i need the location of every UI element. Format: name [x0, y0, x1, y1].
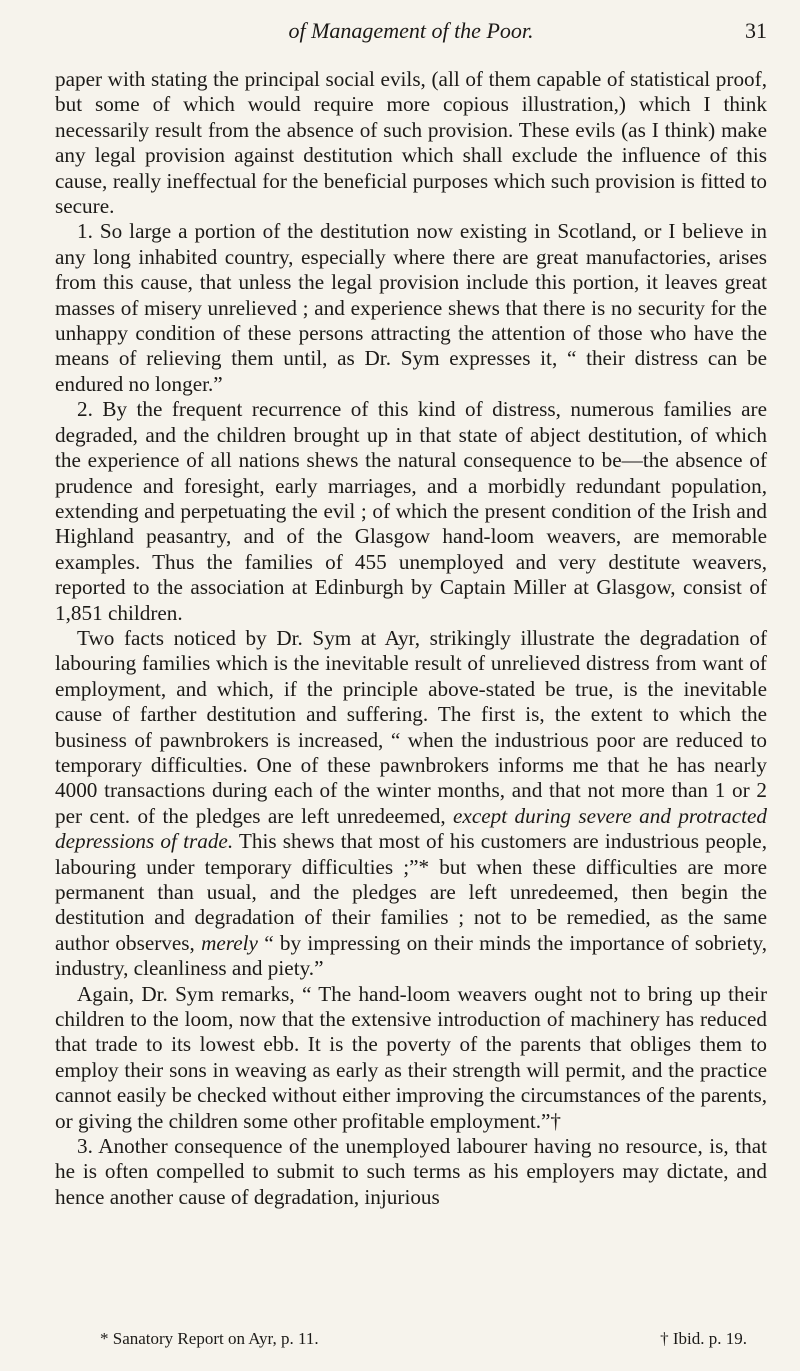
page-number: 31 [745, 18, 767, 43]
paragraph-intro: paper with stating the principal social evils, (all of them capable of statistical proof, but some of which would require more copious illustration,) which I think necessarily result from the absence of such provision. These evils (as I think) make any legal provision against destitution which shall exclude the influence of this cause, really ineffectual for the beneficial purposes which such provision is fitted to secure. [55, 67, 767, 219]
page-header [55, 10, 767, 52]
ayr-facts-text-3: “ by impressing on their minds the importance of sobriety, industry, cleanliness and piety.” [55, 930, 768, 981]
ayr-facts-text-2: This shews that most of his customers are industrious people, labouring under temporary difficulties ;”* but when these difficulties are more permanent than usual, and the pledges are left unredeemed, then begin the destitution and degradation of their families ; not to be remedied, as the same author observes, [55, 829, 768, 955]
footnote-left: * Sanatory Report on Ayr, p. 11. [100, 1329, 319, 1348]
footnotes [55, 1328, 767, 1350]
body-text [55, 67, 767, 1210]
paragraph-ayr-facts [55, 626, 767, 982]
paragraph-point-3: 3. Another consequence of the unemployed labourer having no resource, is, that he is often compelled to submit to such terms as his employers may dictate, and hence another cause of degradation, injurious [55, 1134, 767, 1209]
ayr-facts-italic-2: merely [201, 930, 258, 955]
paragraph-handloom: Again, Dr. Sym remarks, “ The hand-loom weavers ought not to bring up their children to the loom, now that the extensive introduction of machinery has reduced that trade to its lowest ebb. It is the poverty of the parents that obliges them to employ their sons in weaving as early as their strength will permit, and the practice cannot easily be checked without either improving the circumstances of the parents, or giving the children some other profitable employment.”† [55, 981, 767, 1133]
book-page [55, 10, 767, 1360]
paragraph-point-2: 2. By the frequent recurrence of this kind of distress, numerous families are degraded, and the children brought up in that state of abject destitution, of which the experience of all nations shews the natural consequence to be—the absence of prudence and foresight, early marriages, and a morbidly redundant population, extending and perpetuating the evil ; of which the present condition of the Irish and Highland peasantry, and of the Glasgow hand-loom weavers, are memorable examples. Thus the families of 455 unemployed and very destitute weavers, reported to the association at Edinburgh by Captain Miller at Glasgow, consist of 1,851 children. [55, 397, 767, 625]
footnote-right: † Ibid. p. 19. [660, 1329, 747, 1348]
ayr-facts-text-1: Two facts noticed by Dr. Sym at Ayr, strikingly illustrate the degradation of labouring families which is the inevitable result of unrelieved distress from want of employment, and which, if the principle above-stated be true, is the inevitable cause of farther destitution and suffering. The first is, the extent to which the business of pawnbrokers is increased, “ when the industrious poor are reduced to temporary difficulties. One of these pawnbrokers informs me that he has nearly 4000 transactions during each of the winter months, and that not more than 1 or 2 per cent. of the pledges are left unredeemed, [55, 625, 767, 828]
running-title: of Management of the Poor. [288, 18, 534, 43]
ayr-facts-italic-1: except during severe and protracted depressions of trade. [55, 803, 767, 854]
paragraph-point-1: 1. So large a portion of the destitution now existing in Scotland, or I believe in any long inhabited country, especially where there are great manufactories, arises from this cause, that unless the legal provision include this portion, it leaves great masses of misery unrelieved ; and experience shews that there is no security for the unhappy condition of these persons attracting the attention of those who have the means of relieving them until, as Dr. Sym expresses it, “ their distress can be endured no longer.” [55, 219, 767, 396]
